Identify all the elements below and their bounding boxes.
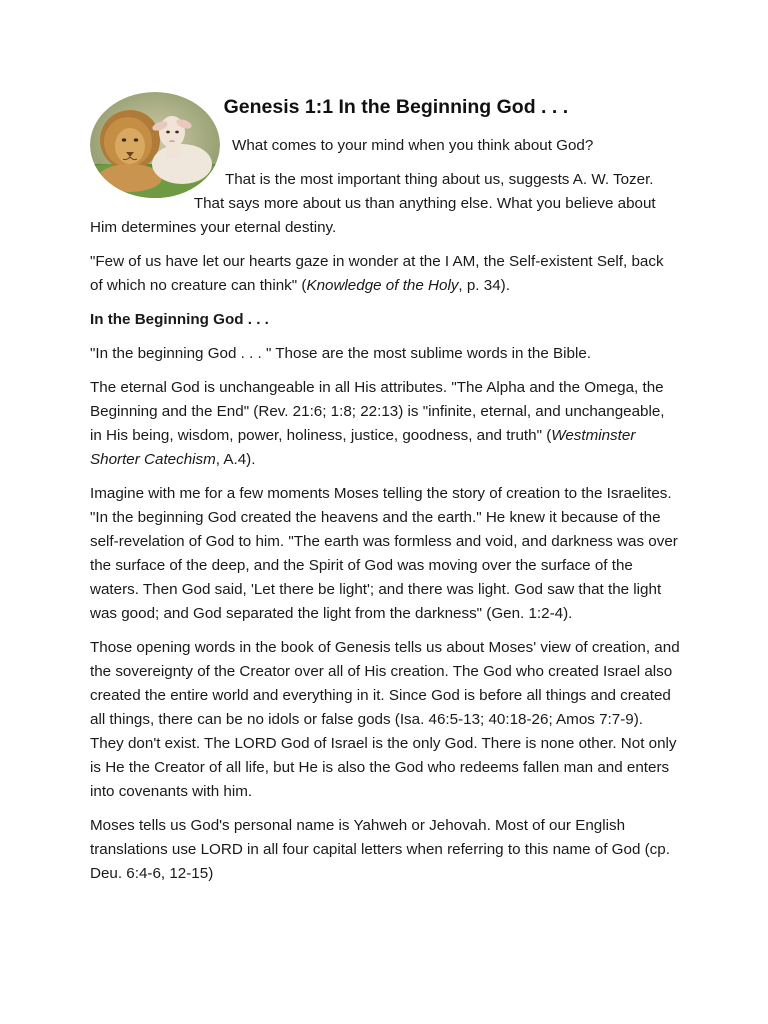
document-page — [90, 92, 680, 896]
quote-page: , p. 34). — [458, 277, 510, 294]
lion-and-lamb-icon — [90, 92, 220, 198]
paragraph-quote — [90, 250, 680, 298]
lion-and-lamb-photo — [90, 92, 220, 198]
citation-knowledge-of-the-holy: Knowledge of the Holy — [306, 277, 459, 294]
paragraph-sublime-words: "In the beginning God . . . " Those are the most sublime words in the Bible. — [90, 345, 591, 362]
section-heading: In the Beginning God . . . — [90, 311, 269, 328]
quote-text: "Few of us have let our hearts gaze in wonder at the I AM, the Self-existent Self, back of which no creature can think" ( — [90, 253, 664, 294]
eternal-god-text: The eternal God is unchangeable in all His attributes. "The Alpha and the Omega, the Beginning and the End" (Rev. 21:6; 1:8; 22:13) is "infinite, eternal, and unchangeable, in His being, wisdom, power, holiness, justice, goodness, and truth" ( — [90, 379, 665, 444]
paragraph-question: What comes to your mind when you think about God? — [232, 137, 594, 154]
paragraph-genesis-opening: Those opening words in the book of Genesis tells us about Moses' view of creation, and the sovereignty of the Creator over all of His creation. The God who created Israel also created the entire world and everything in it. Since God is before all things and created all things, there can be no idols or false gods (Isa. 46:5-13; 40:18-26; Amos 7:7-9). They don't exist. The LORD God of Israel is the only God. There is none other. Not only is He the Creator of all life, but He is also the God who redeems fallen man and enters into covenants with him. — [90, 639, 680, 800]
paragraph-moses-creation: Imagine with me for a few moments Moses telling the story of creation to the Israelites. "In the beginning God created the heavens and the earth." He knew it because of the self-revelation of God to him. "The earth was formless and void, and darkness was over the surface of the deep, and the Spirit of God was moving over the surface of the waters. Then God said, 'Let there be light'; and there was light. God saw that the light was good; and God separated the light from the darkness" (Gen. 1:2-4). — [90, 485, 678, 622]
eternal-god-ref: , A.4). — [215, 451, 256, 468]
paragraph-yahweh: Moses tells us God's personal name is Yahweh or Jehovah. Most of our English translations use LORD in all four capital letters when referring to this name of God (cp. Deu. 6:4-6, 12-15) — [90, 817, 670, 882]
document-title: Genesis 1:1 In the Beginning God . . . — [223, 96, 569, 118]
paragraph-eternal-god — [90, 376, 680, 472]
paragraph-tozer: That is the most important thing about us, suggests A. W. Tozer. That says more about us than anything else. What you believe about Him determines your eternal destiny. — [90, 171, 656, 236]
citation-westminster: Westminster Shorter Catechism — [90, 427, 636, 468]
